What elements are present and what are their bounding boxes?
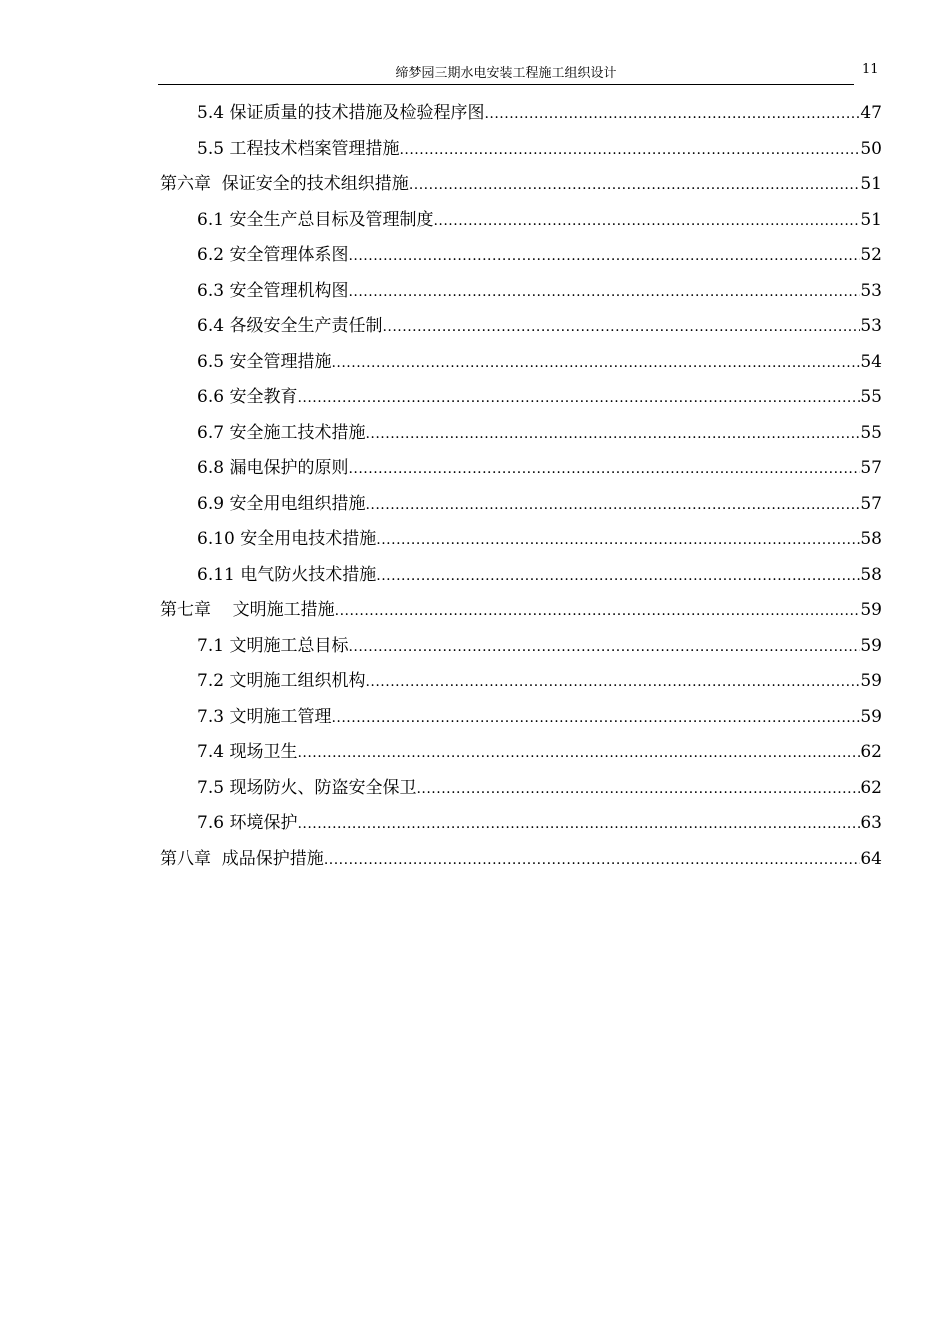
toc-entry-label: 6.7 安全施工技术措施 <box>197 422 366 443</box>
toc-dot-leader <box>335 595 861 627</box>
toc-chapter-entry[interactable] <box>160 843 882 879</box>
toc-entry-page: 63 <box>860 813 882 833</box>
toc-dot-leader <box>416 773 860 805</box>
toc-entry-label: 5.4 保证质量的技术措施及检验程序图 <box>197 103 485 123</box>
toc-entry-label: 6.6 安全教育 <box>197 387 298 407</box>
toc-chapter-entry[interactable] <box>160 168 882 204</box>
toc-section-entry[interactable] <box>160 97 882 133</box>
toc-entry-page: 59 <box>860 671 882 691</box>
toc-entry-page: 57 <box>860 493 882 514</box>
toc-section-entry[interactable] <box>160 346 882 382</box>
toc-entry-label: 7.4 现场卫生 <box>197 742 298 762</box>
toc-entry-label: 7.2 文明施工组织机构 <box>197 671 366 691</box>
toc-entry-label: 6.4 各级安全生产责任制 <box>197 316 383 336</box>
toc-dot-leader <box>409 169 861 201</box>
toc-dot-leader <box>365 489 860 521</box>
toc-section-entry[interactable] <box>160 736 882 772</box>
toc-section-entry[interactable] <box>160 310 882 346</box>
toc-dot-leader <box>382 311 860 343</box>
toc-section-entry[interactable] <box>160 630 882 666</box>
toc-section-entry[interactable] <box>160 452 882 488</box>
toc-entry-page: 59 <box>860 706 882 727</box>
toc-dot-leader <box>365 666 860 698</box>
toc-dot-leader <box>331 702 860 734</box>
toc-section-entry[interactable] <box>160 559 882 595</box>
toc-entry-page: 59 <box>860 635 882 656</box>
toc-entry-page: 51 <box>860 209 882 230</box>
toc-dot-leader <box>399 134 860 166</box>
toc-entry-label: 6.1 安全生产总目标及管理制度 <box>197 209 434 230</box>
toc-section-entry[interactable] <box>160 701 882 737</box>
toc-section-entry[interactable] <box>160 417 882 453</box>
toc-entry-label: 7.5 现场防火、防盗安全保卫 <box>197 777 417 798</box>
page-number: 11 <box>862 62 879 77</box>
toc-dot-leader <box>348 240 860 272</box>
toc-section-entry[interactable] <box>160 275 882 311</box>
toc-entry-page: 57 <box>860 458 882 478</box>
toc-section-entry[interactable] <box>160 204 882 240</box>
toc-entry-page: 59 <box>860 600 882 620</box>
toc-dot-leader <box>365 418 860 450</box>
toc-chapter-entry[interactable] <box>160 594 882 630</box>
toc-section-entry[interactable] <box>160 381 882 417</box>
toc-section-entry[interactable] <box>160 772 882 808</box>
page-header <box>158 62 854 85</box>
toc-entry-label: 6.2 安全管理体系图 <box>197 245 349 265</box>
toc-entry-label: 6.10 安全用电技术措施 <box>197 529 377 549</box>
toc-entry-page: 53 <box>860 316 882 336</box>
toc-entry-page: 62 <box>860 742 882 762</box>
toc-section-entry[interactable] <box>160 488 882 524</box>
toc-entry-page: 64 <box>860 848 882 869</box>
toc-entry-label: 第八章 成品保护措施 <box>160 848 324 869</box>
toc-entry-label: 5.5 工程技术档案管理措施 <box>197 138 400 159</box>
toc-entry-page: 55 <box>860 422 882 443</box>
toc-section-entry[interactable] <box>160 239 882 275</box>
document-title: 缔梦园三期水电安装工程施工组织设计 <box>395 66 617 81</box>
toc-section-entry[interactable] <box>160 523 882 559</box>
toc-entry-page: 58 <box>860 564 882 585</box>
table-of-contents <box>160 97 882 878</box>
toc-entry-label: 第七章 文明施工措施 <box>160 600 335 620</box>
toc-entry-page: 55 <box>860 387 882 407</box>
toc-entry-label: 6.11 电气防火技术措施 <box>197 564 377 585</box>
toc-entry-label: 7.6 环境保护 <box>197 813 298 833</box>
toc-entry-page: 53 <box>860 280 882 301</box>
toc-dot-leader <box>331 347 860 379</box>
toc-dot-leader <box>297 382 860 414</box>
toc-entry-label: 6.3 安全管理机构图 <box>197 280 349 301</box>
toc-entry-page: 54 <box>860 351 882 372</box>
toc-entry-page: 62 <box>860 777 882 798</box>
toc-dot-leader <box>348 276 860 308</box>
toc-dot-leader <box>324 844 861 876</box>
toc-section-entry[interactable] <box>160 807 882 843</box>
toc-entry-page: 51 <box>860 174 882 194</box>
toc-dot-leader <box>297 737 860 769</box>
toc-entry-label: 6.5 安全管理措施 <box>197 351 332 372</box>
toc-entry-label: 6.8 漏电保护的原则 <box>197 458 349 478</box>
toc-entry-label: 6.9 安全用电组织措施 <box>197 493 366 514</box>
toc-entry-page: 58 <box>860 529 882 549</box>
toc-section-entry[interactable] <box>160 665 882 701</box>
toc-dot-leader <box>484 98 860 130</box>
toc-entry-label: 第六章 保证安全的技术组织措施 <box>160 174 409 194</box>
toc-dot-leader <box>376 560 860 592</box>
toc-entry-label: 7.1 文明施工总目标 <box>197 635 349 656</box>
toc-dot-leader <box>297 808 860 840</box>
toc-entry-page: 50 <box>860 138 882 159</box>
toc-dot-leader <box>433 205 860 237</box>
toc-entry-page: 47 <box>860 103 882 123</box>
toc-entry-page: 52 <box>860 245 882 265</box>
toc-entry-label: 7.3 文明施工管理 <box>197 706 332 727</box>
toc-dot-leader <box>348 631 860 663</box>
toc-dot-leader <box>376 524 860 556</box>
toc-dot-leader <box>348 453 860 485</box>
toc-section-entry[interactable] <box>160 133 882 169</box>
